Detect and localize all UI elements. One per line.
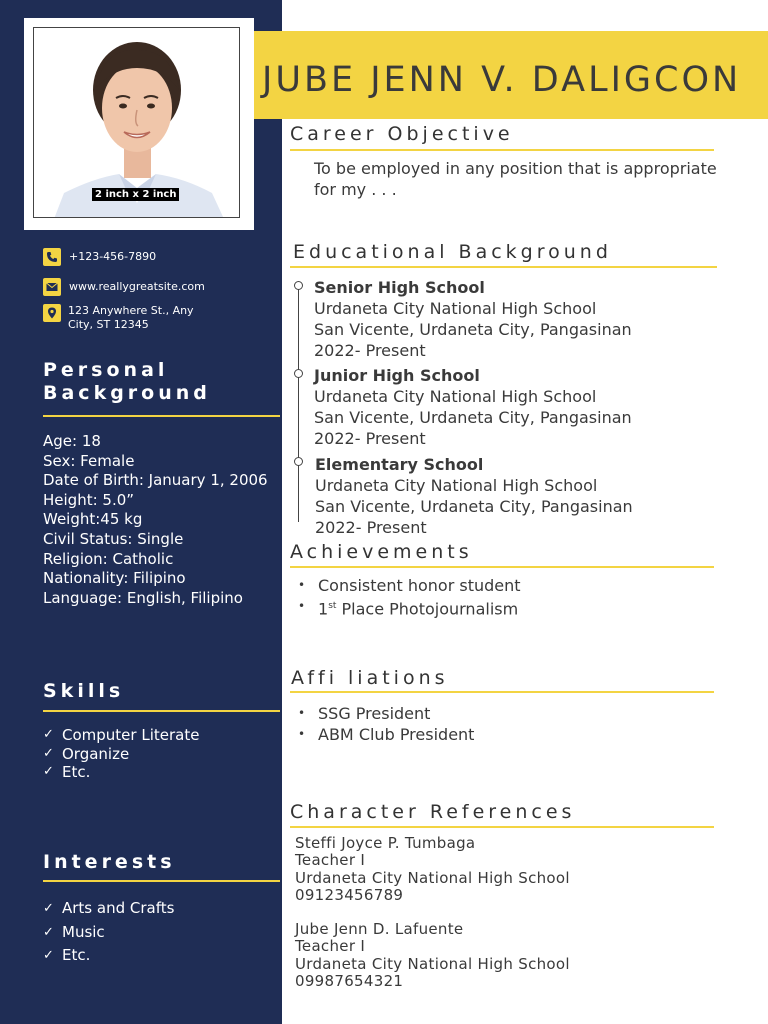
achievements-rule bbox=[290, 566, 714, 568]
education-heading: Educational Background bbox=[293, 241, 612, 263]
contact-address bbox=[43, 304, 194, 332]
affiliations-list bbox=[298, 703, 474, 745]
education-location: San Vicente, Urdaneta City, Pangasinan bbox=[314, 320, 632, 339]
achievements-heading: Achievements bbox=[290, 541, 473, 563]
personal-item: Religion: Catholic bbox=[43, 549, 174, 568]
career-rule bbox=[290, 149, 714, 151]
personal-item: Language: English, Filipino bbox=[43, 588, 243, 607]
website-text: www.reallygreatsite.com bbox=[69, 280, 205, 293]
education-years: 2022- Present bbox=[315, 518, 427, 537]
interests-list bbox=[43, 897, 174, 968]
reference-phone: 09123456789 bbox=[295, 885, 404, 904]
achievements-list bbox=[298, 575, 521, 619]
career-text-line-2: for my . . . bbox=[314, 180, 397, 199]
education-level: Elementary School bbox=[315, 455, 484, 474]
personal-rule bbox=[43, 415, 280, 417]
mail-icon bbox=[43, 278, 61, 296]
career-text bbox=[314, 158, 717, 200]
education-level: Senior High School bbox=[314, 278, 485, 297]
reference-phone: 09987654321 bbox=[295, 971, 404, 990]
education-location: San Vicente, Urdaneta City, Pangasinan bbox=[315, 497, 633, 516]
reference-name: Steffi Joyce P. Tumbaga bbox=[295, 834, 476, 852]
bullet-icon: • bbox=[298, 727, 306, 741]
timeline-dot bbox=[294, 369, 303, 378]
reference-role: Teacher I bbox=[295, 937, 366, 956]
references-rule bbox=[290, 826, 714, 828]
personal-item: Height: 5.0” bbox=[43, 490, 135, 509]
interest-item: ✓ Music bbox=[43, 921, 174, 945]
check-icon: ✓ bbox=[43, 727, 54, 742]
interests-rule bbox=[43, 880, 280, 882]
affiliations-heading: Affi liations bbox=[291, 667, 449, 689]
address-line-1: 123 Anywhere St., Any bbox=[68, 304, 194, 317]
contact-website bbox=[43, 278, 205, 296]
education-school: Urdaneta City National High School bbox=[315, 476, 598, 495]
timeline-dot bbox=[294, 457, 303, 466]
reference-school: Urdaneta City National High School bbox=[295, 954, 570, 973]
education-entry bbox=[315, 454, 633, 538]
interest-item: ✓ Etc. bbox=[43, 944, 174, 968]
references-heading: Character References bbox=[290, 801, 576, 823]
affiliation-item: • SSG President bbox=[298, 704, 431, 723]
affiliations-rule bbox=[290, 691, 714, 693]
profile-photo-frame bbox=[24, 18, 254, 230]
personal-item: Age: 18 bbox=[43, 432, 101, 450]
personal-heading-line-2: Background bbox=[43, 382, 211, 404]
check-icon: ✓ bbox=[43, 764, 54, 779]
check-icon: ✓ bbox=[43, 924, 54, 940]
personal-item: Sex: Female bbox=[43, 451, 135, 470]
achievement-item: • Consistent honor student bbox=[298, 576, 521, 595]
education-level: Junior High School bbox=[314, 366, 480, 385]
education-school: Urdaneta City National High School bbox=[314, 387, 597, 406]
check-icon: ✓ bbox=[43, 948, 54, 963]
education-entry bbox=[314, 277, 632, 361]
bullet-icon: • bbox=[298, 599, 306, 613]
personal-heading-line-1: Personal bbox=[43, 359, 169, 381]
education-entry bbox=[314, 365, 632, 449]
education-rule bbox=[290, 266, 717, 268]
check-icon: ✓ bbox=[43, 745, 54, 761]
skill-item: ✓ Etc. bbox=[43, 763, 91, 781]
location-icon bbox=[43, 304, 61, 322]
reference-entry bbox=[295, 835, 570, 904]
skills-list bbox=[43, 726, 199, 782]
bullet-icon: • bbox=[298, 578, 306, 592]
affiliation-item: • ABM Club President bbox=[298, 725, 475, 744]
personal-heading bbox=[43, 359, 211, 405]
bullet-icon: • bbox=[298, 706, 306, 720]
career-heading: Career Objective bbox=[290, 123, 514, 145]
phone-text: +123-456-7890 bbox=[69, 250, 157, 263]
address-text bbox=[68, 304, 194, 332]
achievement-item: • 1st Place Photojournalism bbox=[298, 596, 521, 619]
interests-heading: Interests bbox=[43, 851, 176, 873]
education-location: San Vicente, Urdaneta City, Pangasinan bbox=[314, 408, 632, 427]
contact-phone bbox=[43, 248, 156, 266]
skills-rule bbox=[43, 710, 280, 712]
profile-photo bbox=[33, 27, 240, 218]
reference-school: Urdaneta City National High School bbox=[295, 868, 570, 887]
skill-item: ✓ Computer Literate bbox=[43, 726, 200, 744]
photo-size-caption: 2 inch x 2 inch bbox=[92, 188, 179, 201]
interest-item: ✓ Arts and Crafts bbox=[43, 897, 174, 921]
career-text-line-1: To be employed in any position that is appropriate bbox=[314, 159, 717, 178]
phone-icon bbox=[43, 248, 61, 266]
timeline-dot bbox=[294, 281, 303, 290]
personal-item: Date of Birth: January 1, 2006 bbox=[43, 471, 268, 490]
personal-item: Civil Status: Single bbox=[43, 529, 184, 548]
reference-role: Teacher I bbox=[295, 851, 366, 870]
applicant-name: JUBE JENN V. DALIGCON bbox=[262, 60, 742, 100]
check-icon: ✓ bbox=[43, 901, 54, 916]
personal-item: Weight:45 kg bbox=[43, 510, 143, 529]
timeline-line bbox=[298, 284, 299, 522]
education-school: Urdaneta City National High School bbox=[314, 299, 597, 318]
reference-entry bbox=[295, 921, 570, 990]
skills-heading: Skills bbox=[43, 680, 125, 702]
address-line-2: City, ST 12345 bbox=[68, 318, 149, 331]
skill-item: ✓ Organize bbox=[43, 744, 130, 763]
reference-name: Jube Jenn D. Lafuente bbox=[295, 920, 464, 938]
personal-list bbox=[43, 432, 268, 608]
education-years: 2022- Present bbox=[314, 341, 426, 360]
personal-item: Nationality: Filipino bbox=[43, 569, 186, 588]
education-years: 2022- Present bbox=[314, 429, 426, 448]
